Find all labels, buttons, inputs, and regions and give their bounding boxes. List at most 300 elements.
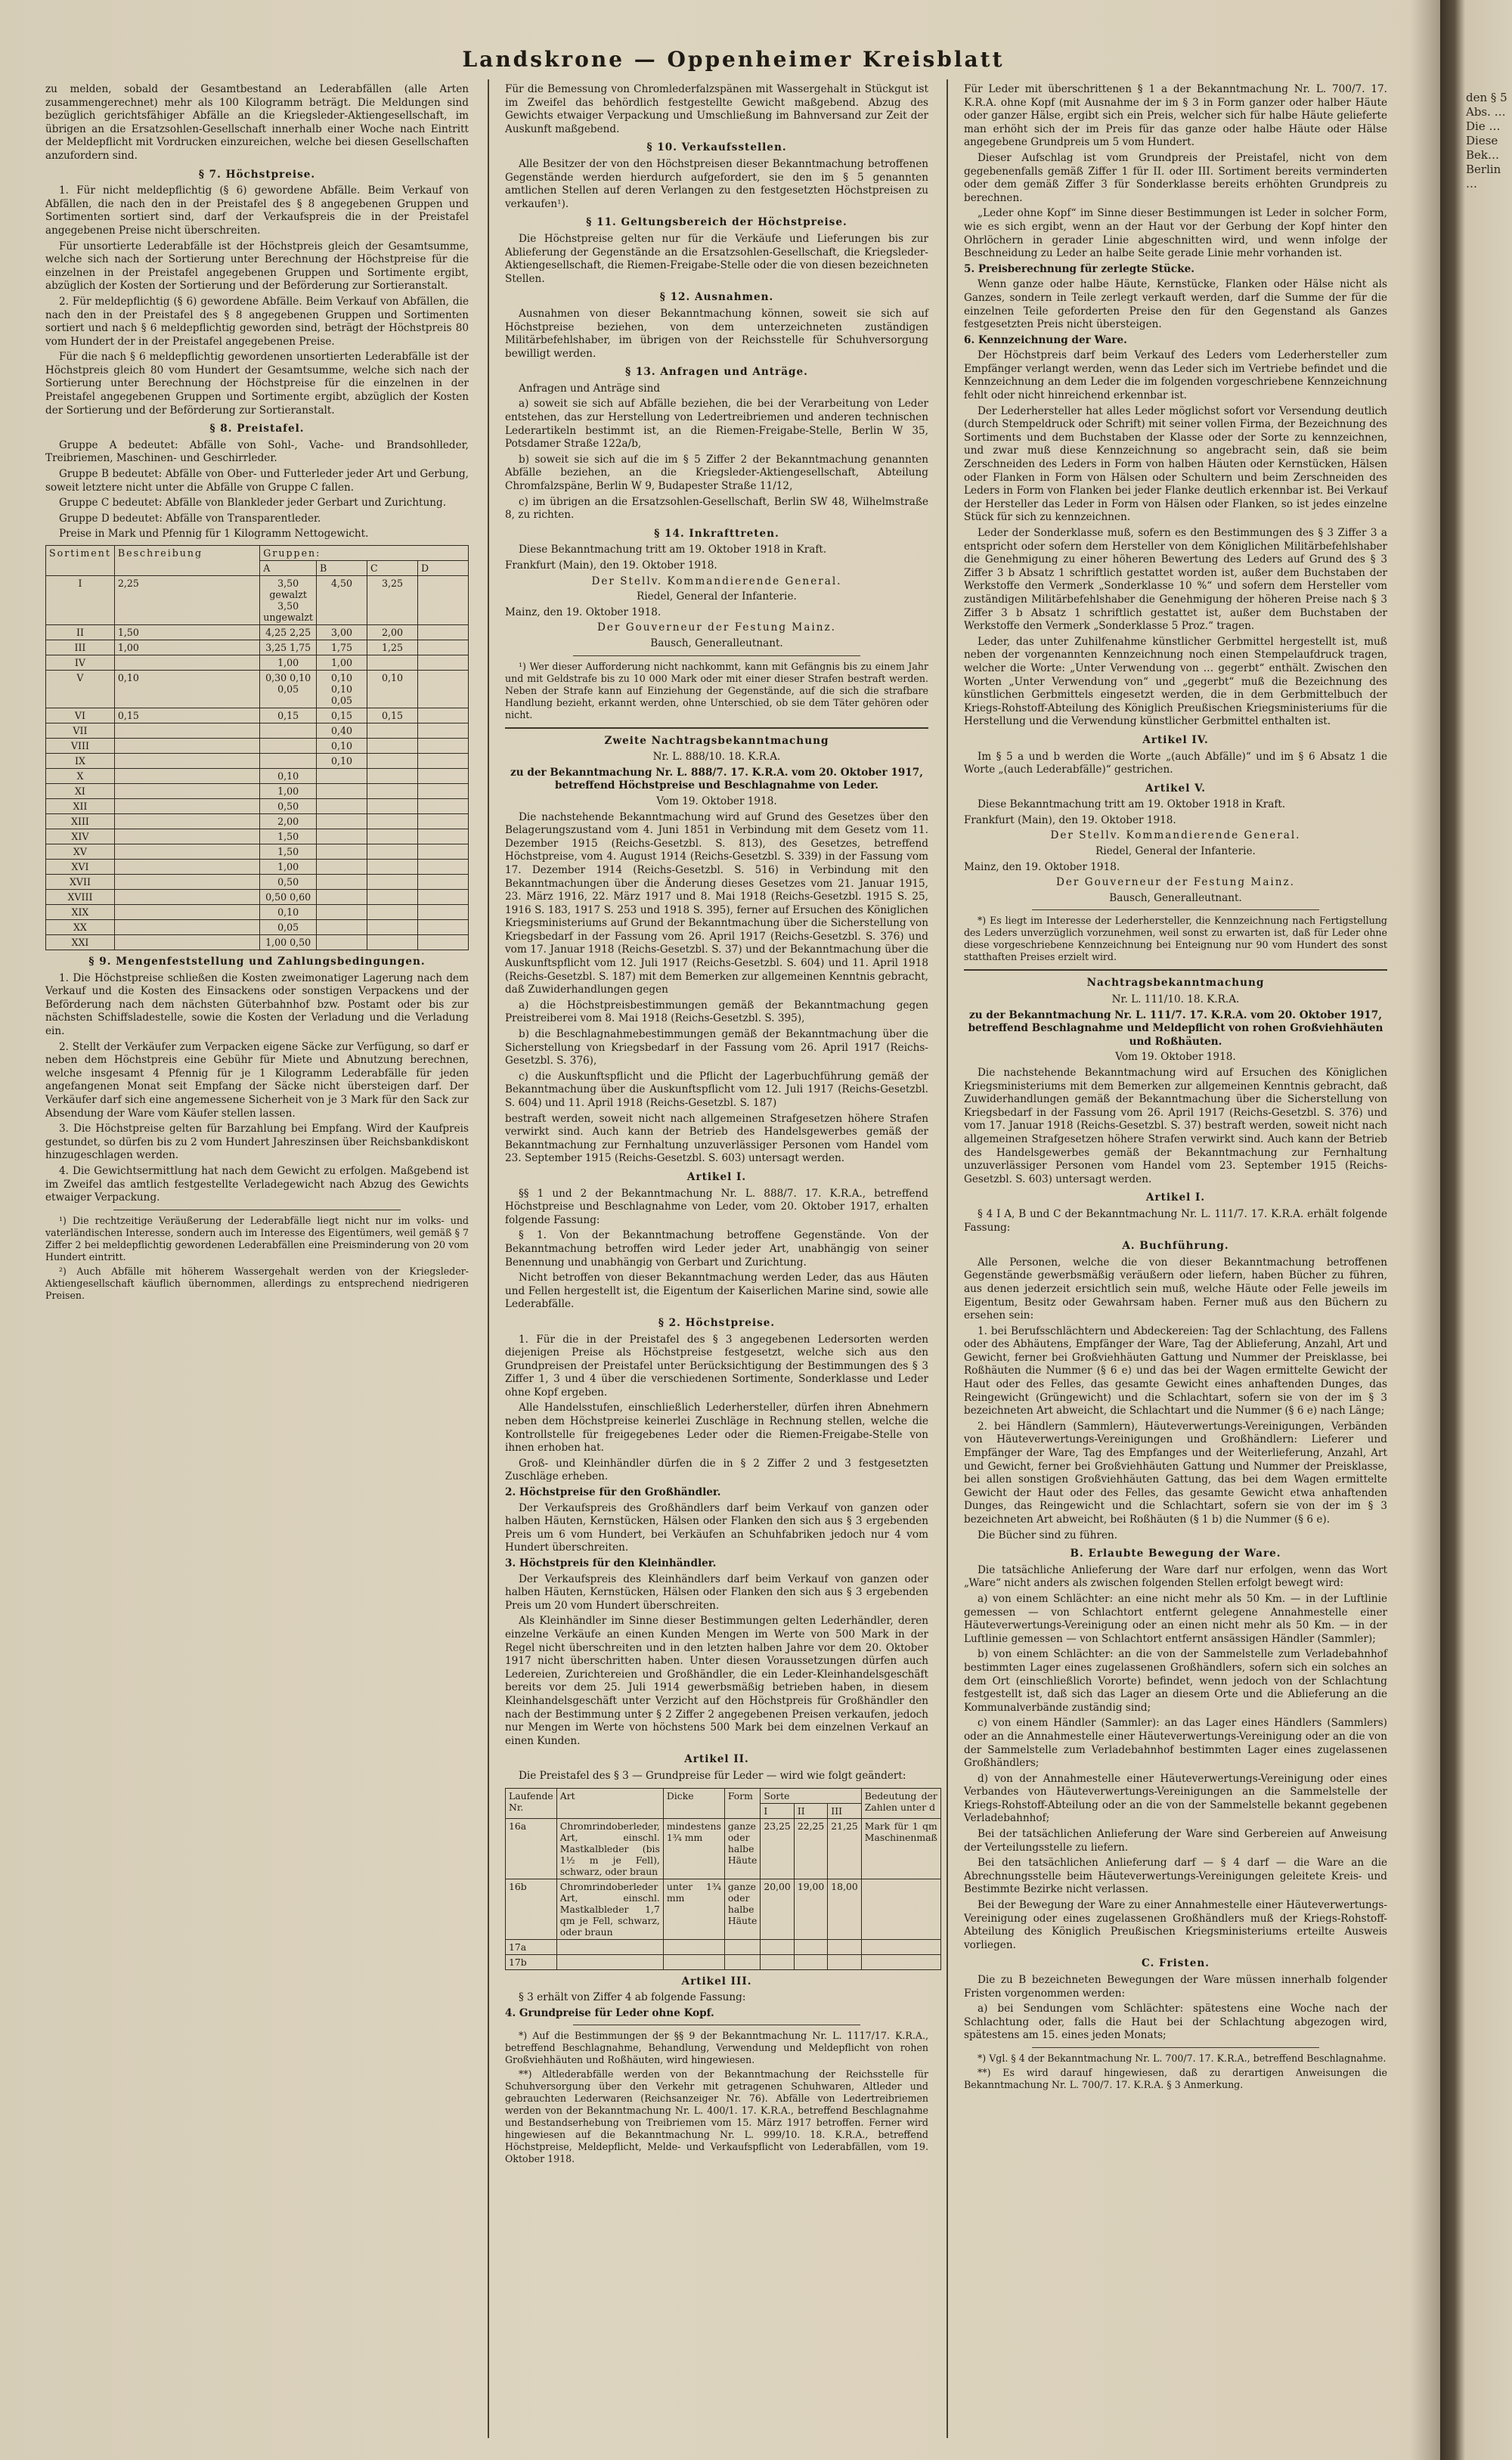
- column-middle: [505, 83, 937, 2442]
- section-heading: § 2. Höchstpreise.: [658, 1316, 776, 1329]
- table-cell: XIV: [46, 829, 115, 844]
- table-cell: [367, 844, 418, 860]
- section-heading: Artikel I.: [1145, 1191, 1206, 1204]
- table-cell: Chromrindoberleder, Art, einschl. Mastkalbleder (bis 1½ m je Fell), schwarz, oder braun: [556, 1818, 663, 1879]
- table-cell: 3,50 gewalzt 3,50 ungewalzt: [260, 576, 317, 625]
- column-rule: [488, 79, 489, 2438]
- section-heading: § 12. Ausnahmen.: [659, 291, 774, 304]
- table-cell: [418, 844, 469, 860]
- facing-page-text: den § 5 Abs. … Die … Diese Bek… Berlin …: [1466, 91, 1507, 191]
- paragraph: b) soweit sie sich auf die im § 5 Ziffer 2 der Bekanntmachung genannten Abfälle beziehen, an die Kriegsleder-Aktiengesellschaft, Abteilung Chromfalzspäne, Berlin W 9, Budapester Straße 11/12,: [505, 453, 928, 493]
- notice-date: Vom 19. Oktober 1918.: [1115, 1051, 1236, 1064]
- table-cell: [418, 754, 469, 769]
- paragraph: „Leder ohne Kopf“ im Sinne dieser Bestimmungen ist Leder in solcher Form, wie es sich ergibt, wenn an der Haut vor der Gerbung der Kopf hinter den Ohrlöchern in gerader Linie abgeschnitten wird, und wenn infolge der Beschneidung zu Leder an halbe Seite gerade Linie mehr vorhanden ist.: [964, 207, 1387, 260]
- table-header: Bedeutung der Zahlen unter d: [861, 1788, 940, 1818]
- paragraph: Bei der Bewegung der Ware zu einer Annahmestelle einer Häuteverwertungs-Vereinigung oder eines zugelassenen Großhändlers muß der Kriegs-Rohstoff-Abteilung des Königlich Preußischen Kriegsministeriums erteilte Ausweis vorliegen.: [964, 1899, 1387, 1951]
- table-cell: 0,10: [260, 769, 317, 784]
- table-cell: 3,25 1,75: [260, 640, 317, 655]
- paragraph: Bei den tatsächlichen Anlieferung darf — § 4 darf — die Ware an die Abrechnungsstelle beim Häuteverwertungs-Vereinigungen geleitete Kreis- und Bestimmte Bezirke nicht verlassen.: [964, 1857, 1387, 1896]
- table-cell: [317, 829, 367, 844]
- signature-title: Der Gouverneur der Festung Mainz.: [1055, 876, 1296, 889]
- table-cell: 0,50: [260, 875, 317, 890]
- section-heading: Artikel I.: [686, 1170, 747, 1183]
- notice-number: Nr. L. 111/10. 18. K.R.A.: [1111, 993, 1240, 1006]
- paragraph: Für Leder mit überschrittenen § 1 a der Bekanntmachung Nr. L. 700/7. 17. K.R.A. ohne Kopf (mit Ausnahme der im § 3 in Form ganzer oder halber Häute oder ganzer Hälse, ergibt sich ein Preis, welcher sich für halbe Häute gelieferte man erhöht sich der im Preis für das ganze oder halbe Häute oder Hälse angegebene Grundpreis um 5 vom Hundert.: [964, 83, 1387, 149]
- table-row: [46, 754, 469, 769]
- leather-table-body: [506, 1818, 941, 1969]
- table-cell: 0,10: [367, 671, 418, 708]
- table-cell: [418, 860, 469, 875]
- table-cell: VI: [46, 708, 115, 723]
- divider: [964, 969, 1387, 971]
- table-cell: 0,10 0,10 0,05: [317, 671, 367, 708]
- table-cell: 0,50 0,60: [260, 890, 317, 905]
- paragraph: Gruppe D bedeutet: Abfälle von Transparentleder.: [59, 512, 321, 525]
- table-cell: [114, 769, 259, 784]
- table-cell: [114, 905, 259, 920]
- table-cell: [663, 1939, 724, 1954]
- paragraph: a) soweit sie sich auf Abfälle beziehen, die bei der Verarbeitung von Leder entstehen, das zur Herstellung von Ledertreibriemen und anderen technischen Lederartikeln bestimmt ist, an die Riemen-Freigabe-Stelle, Berlin W 35, Potsdamer Straße 122a/b,: [505, 398, 928, 451]
- paragraph: § 4 I A, B und C der Bekanntmachung Nr. L. 111/7. 17. K.R.A. erhält folgende Fassung:: [964, 1207, 1387, 1234]
- table-cell: 1,75: [317, 640, 367, 655]
- table-header: Art: [556, 1788, 663, 1818]
- footnote: **) Es wird darauf hingewiesen, daß zu derartigen Anweisungen die Bekanntmachung Nr. L. 700/7. 17. K.R.A. § 3 Anmerkung.: [964, 2066, 1387, 2090]
- section-heading: A. Buchführung.: [1122, 1240, 1229, 1253]
- table-cell: [367, 799, 418, 814]
- table-header: II: [794, 1803, 827, 1818]
- price-table-body: [46, 576, 469, 950]
- subheading: 3. Höchstpreis für den Kleinhändler.: [505, 1557, 717, 1569]
- table-cell: [114, 784, 259, 799]
- signature-name: Bausch, Generalleutnant.: [1109, 891, 1242, 904]
- table-cell: 4,50: [317, 576, 367, 625]
- subheading: 6. Kennzeichnung der Ware.: [964, 333, 1127, 346]
- subheading: 4. Grundpreise für Leder ohne Kopf.: [505, 2006, 714, 2019]
- table-cell: 0,10: [114, 671, 259, 708]
- table-cell: [317, 799, 367, 814]
- table-cell: 1,00 0,50: [260, 935, 317, 950]
- notice-date: Vom 19. Oktober 1918.: [656, 795, 777, 807]
- table-cell: [367, 814, 418, 829]
- table-cell: [418, 875, 469, 890]
- divider: [505, 727, 928, 729]
- table-row: [46, 814, 469, 829]
- table-header: Gruppen:: [260, 546, 469, 561]
- footnote: *) Auf die Bestimmungen der §§ 9 der Bekanntmachung Nr. L. 1117/17. K.R.A., betreffend Beschlagnahme, Behandlung, Verwendung und Meldepflicht von rohen Großviehhäuten und Roßhäuten, wird hingewiesen.: [505, 2030, 928, 2066]
- table-cell: [114, 829, 259, 844]
- table-cell: [317, 920, 367, 935]
- paragraph: a) von einem Schlächter: an eine nicht mehr als 50 Km. — in der Luftlinie gemessen — von Schlachtort entfernt gelegene Annahmestelle einer Häuteverwertungs-Vereinigung oder an einen nicht mehr als 50 Km. — in der Luftlinie gemessen — von Schlachtort entfernt ansässigen Händler (Sammler);: [964, 1592, 1387, 1645]
- table-cell: XI: [46, 784, 115, 799]
- table-cell: 16a: [506, 1818, 557, 1879]
- paragraph: a) die Höchstpreisbestimmungen gemäß der Bekanntmachung gegen Preistreiberei vom 8. Mai 1918 (Reichs-Gesetzbl. S. 395),: [505, 999, 928, 1025]
- section-heading: § 7. Höchstpreise.: [198, 168, 316, 181]
- table-row: [46, 640, 469, 655]
- section-heading: Artikel V.: [1145, 782, 1207, 795]
- section-heading: § 8. Preistafel.: [209, 423, 305, 435]
- table-cell: [794, 1939, 827, 1954]
- signature-name: Riedel, General der Infanterie.: [637, 590, 797, 603]
- table-cell: [861, 1954, 940, 1969]
- price-table: [45, 545, 469, 950]
- table-row: [46, 799, 469, 814]
- paragraph: Für unsortierte Lederabfälle ist der Höchstpreis gleich der Gesamtsumme, welche sich nach der Sortierung unter Berechnung der Höchstpreise für die einzelnen in der Preistafel angegebenen Gruppen und Sortimente ergibt, abzüglich der Kosten der Sortierung und der Beförderung zur Sortieranstalt.: [45, 240, 469, 293]
- section-heading: Artikel III.: [681, 1975, 752, 1988]
- table-cell: 0,15: [114, 708, 259, 723]
- table-cell: 2,25: [114, 576, 259, 625]
- table-cell: 1,25: [367, 640, 418, 655]
- table-cell: [317, 860, 367, 875]
- table-row: [506, 1954, 941, 1969]
- paragraph: 1. Für die in der Preistafel des § 3 angegebenen Ledersorten werden diejenigen Preise als Höchstpreise festgesetzt, welche sich aus den Grundpreisen der Preistafel unter Berücksichtigung der Bestimmungen des § 3 Ziffer 1, 3 und 4 über die verschiedenen Sortimente, Sonderklasse und Leder ohne Kopf ergeben.: [505, 1333, 928, 1399]
- paragraph: Die nachstehende Bekanntmachung wird auf Grund des Gesetzes über den Belagerungszustand vom 4. Juni 1851 in Verbindung mit dem Gesetz vom 11. Dezember 1915 (Reichs-Gesetzbl. S. 813), des Gesetzes, betreffend Höchstpreise, vom 4. August 1914 (Reichs-Gesetzbl. S. 339) in der Fassung vom 17. Dezember 1914 (Reichs-Gesetzbl. S. 516) in Verbindung mit den Bekanntmachungen über die Änderung dieses Gesetzes vom 21. Januar 1915, 23. März 1916, 22. März 1917 und 8. Mai 1918 (Reichs-Gesetzbl. 1915 S. 25, 1916 S. 183, 1917 S. 253 und 1918 S. 395), ferner auf Ersuchen des Königlichen Kriegsministeriums auf Grund der Bekanntmachung über die Sicherstellung von Kriegsbedarf in der Fassung vom 26. April 1917 (Reichs-Gesetzbl. S. 376) und vom 17. Januar 1918 (Reichs-Gesetzbl. S. 37) und der Bekanntmachung über die Auskunftspflicht vom 12. Juli 1917 (Reichs-Gesetzbl. S. 604) und 11. April 1918 (Reichs-Gesetzbl. S. 187) mit dem Bemerken zur allgemeinen Kenntnis gebracht, daß Zuwiderhandlungen gegen: [505, 810, 928, 996]
- table-cell: [367, 739, 418, 754]
- paragraph: Alle Besitzer der von den Höchstpreisen dieser Bekanntmachung betroffenen Gegenstände werden hierdurch aufgefordert, sie den im § 5 genannten amtlichen Stellen auf deren Verlangen zu den festgesetzten Höchstpreisen zu verkaufen¹).: [505, 157, 928, 210]
- table-cell: [367, 905, 418, 920]
- intro-paragraph: zu melden, sobald der Gesamtbestand an Lederabfällen (alle Arten zusammengerechnet) mehr als 100 Kilogramm beträgt. Die Meldungen sind bezüglich gerichtsfähiger Abfälle an die Kriegsleder-Aktiengesellschaft, im übrigen an die Ersatzsohlen-Gesellschaft innerhalb einer Woche nach Eintritt der Meldepflicht mit Vordrucken einzureichen, welche bei diesen Gesellschaften anzufordern sind.: [45, 83, 469, 162]
- table-cell: [794, 1954, 827, 1969]
- table-header: Sorte: [761, 1788, 861, 1803]
- table-cell: [761, 1954, 794, 1969]
- table-header: B: [317, 561, 367, 576]
- table-cell: [114, 799, 259, 814]
- paragraph: Die nachstehende Bekanntmachung wird auf Ersuchen des Königlichen Kriegsministeriums mit dem Bemerken zur allgemeinen Kenntnis gebracht, daß Zuwiderhandlungen gemäß der Bekanntmachung über die Sicherstellung von Kriegsbedarf in der Fassung vom 26. April 1917 (Reichs-Gesetzbl. S. 376) und vom 17. Januar 1918 (Reichs-Gesetzbl. S. 37) bestraft werden, soweit nicht nach allgemeinen Strafgesetzen höhere Strafen verwirkt sind. Auch kann der Betrieb des Handelsgewerbes gemäß der Bekanntmachung zur Fernhaltung unzuverlässiger Personen vom Handel vom 23. September 1915 (Reichs-Gesetzbl. S. 603) untersagt werden.: [964, 1067, 1387, 1185]
- paragraph: 2. Für meldepflichtig (§ 6) gewordene Abfälle. Beim Verkauf von Abfällen, die nach den in der Preistafel des § 8 angegebenen Gruppen und Sortimenten sortiert und nach § 6 meldepflichtig geworden sind, beträgt der Höchstpreis 80 vom Hundert der in der Preistafel angegebenen Preise.: [45, 295, 469, 348]
- table-cell: 23,25: [761, 1818, 794, 1879]
- paragraph: b) die Beschlagnahmebestimmungen gemäß der Bekanntmachung über die Sicherstellung von Kriegsbedarf in der Fassung vom 26. April 1917 (Reichs-Gesetzbl. S. 376),: [505, 1028, 928, 1067]
- paragraph: Der Höchstpreis darf beim Verkauf des Leders vom Lederhersteller zum Empfänger verlangt werden, wenn das Leder sich im Vertriebe befindet und die Kennzeichnung an dem Leder die im folgenden vorgeschriebene Kennzeichnung fehlt oder nicht hinreichend erkennbar ist.: [964, 349, 1387, 402]
- table-cell: XVIII: [46, 890, 115, 905]
- table-cell: [418, 935, 469, 950]
- paragraph: 1. bei Berufsschlächtern und Abdeckereien: Tag der Schlachtung, des Fallens oder des Abhäutens, Empfänger der Ware, Tag der Ablieferung, Anzahl, Art und Gewicht, ferner bei Großviehhäuten Gattung und Nummer der Preisklasse, bei Roßhäuten die Nummer (§ 6 e) und das bei der Wagen ermittelte Gewicht der Haut oder des Felles, das gesamte Gewicht eines anhaftenden Dunges, das Reingewicht (Grüngewicht) und die Schlachtart, sofern sie von der im § 3 bezeichneten Art abweicht, die Schlachtart und die Nummer (§ 6 e) nach Länge;: [964, 1324, 1387, 1417]
- table-cell: [114, 935, 259, 950]
- table-cell: [418, 890, 469, 905]
- paragraph: a) bei Sendungen vom Schlächter: spätestens eine Woche nach der Schlachtung oder, falls die Haut bei der Schlachtung abgezogen wird, spätestens am 15. eines jeden Monats;: [964, 2003, 1387, 2042]
- table-row: [46, 625, 469, 640]
- table-cell: [418, 920, 469, 935]
- paragraph: 2. bei Händlern (Sammlern), Häuteverwertungs-Vereinigungen, Verbänden von Häuteverwertungs-Vereinigungen und Großhändlern: Lieferer und Empfänger der Ware, Tag des Empfanges und der Weiterlieferung, Anzahl, Art und Gewicht, ferner bei Großviehhäuten Gattung und Nummer der Preisklasse, bei allen sonstigen Großviehhäuten Gattung, das bei dem Wagen ermittelte Gewicht der Haut oder des Felles, das gesamte Gewicht etwa anhaftenden Dunges, das Reingewicht und die Schlachtart, sofern sie von der im § 3 bezeichneten Art abweicht, bei Roßhäuten (§ 1 b) die Nummer (§ 6 e).: [964, 1420, 1387, 1526]
- table-cell: XVII: [46, 875, 115, 890]
- table-cell: [367, 875, 418, 890]
- paragraph: 2. Stellt der Verkäufer zum Verpacken eigene Säcke zur Verfügung, so darf er neben dem Höchstpreis eine Gebühr für Miete und Abnutzung berechnen, welche insgesamt 4 Pfennig für je 1 Kilogramm Lederabfälle für jeden angefangenen Monat seit Empfang der Säcke nicht übersteigen darf. Der Verkäufer darf sich eine angemessene Sicherheit von je 3 Mark für den Sack zur Absendung der Ware vom Käufer stellen lassen.: [45, 1040, 469, 1120]
- table-cell: 17b: [506, 1954, 557, 1969]
- table-cell: [367, 769, 418, 784]
- table-cell: 0,15: [367, 708, 418, 723]
- paragraph: Die tatsächliche Anlieferung der Ware darf nur erfolgen, wenn das Wort „Ware“ nicht anders als zwischen folgenden Stellen erfolgt bewegt wird:: [964, 1563, 1387, 1590]
- table-cell: I: [46, 576, 115, 625]
- subheading: 5. Preisberechnung für zerlegte Stücke.: [964, 262, 1194, 275]
- table-cell: [828, 1954, 861, 1969]
- table-header: Sortiment: [46, 546, 115, 576]
- footnote: ¹) Wer dieser Aufforderung nicht nachkommt, kann mit Gefängnis bis zu einem Jahr und mit Geldstrafe bis zu 10 000 Mark oder mit einer dieser Strafen bestraft werden. Neben der Strafe kann auf Einziehung der Gegenstände, auf die sich die strafbare Handlung bezieht, erkannt werden, ohne Unterschied, ob sie dem Täter gehören oder nicht.: [505, 660, 928, 720]
- table-cell: [317, 844, 367, 860]
- paragraph: Diese Bekanntmachung tritt am 19. Oktober 1918 in Kraft.: [978, 798, 1286, 811]
- paragraph: Alle Personen, welche die von dieser Bekanntmachung betroffenen Gegenstände gewerbsmäßig veräußern oder liefern, haben Bücher zu führen, aus denen jederzeit ersichtlich sein muß, welche Häute oder Felle jeweils im Eigentum, Besitz oder Gewahrsam haben. Ferner muß aus den Büchern zu ersehen sein:: [964, 1256, 1387, 1322]
- table-cell: [418, 829, 469, 844]
- table-row: [46, 935, 469, 950]
- table-cell: 1,50: [114, 625, 259, 640]
- table-cell: [367, 935, 418, 950]
- table-cell: 16b: [506, 1879, 557, 1939]
- paragraph: Ausnahmen von dieser Bekanntmachung können, soweit sie sich auf Höchstpreise beziehen, von dem unterzeichneten zuständigen Militärbefehlshaber, im übrigen von der Reichsstelle für Schuhversorgung bewilligt werden.: [505, 307, 928, 360]
- paragraph: Die zu B bezeichneten Bewegungen der Ware müssen innerhalb folgender Fristen vorgenommen werden:: [964, 1974, 1387, 2000]
- paragraph: Alle Handelsstufen, einschließlich Lederhersteller, dürfen ihren Abnehmern neben dem Höchstpreise keinerlei Zuschläge in Rechnung stellen, welche die Kontrollstelle für freigegebenes Leder oder die Riemen-Freigabe-Stelle von ihnen erhoben hat.: [505, 1402, 928, 1455]
- table-row: [46, 784, 469, 799]
- table-cell: [317, 935, 367, 950]
- place-date: Mainz, den 19. Oktober 1918.: [964, 860, 1120, 873]
- leather-price-table: [505, 1788, 941, 1970]
- signature-name: Bausch, Generalleutnant.: [650, 637, 783, 649]
- divider: [1032, 909, 1319, 910]
- table-cell: 0,40: [317, 723, 367, 739]
- table-cell: [418, 576, 469, 625]
- table-cell: [418, 640, 469, 655]
- table-row: [46, 890, 469, 905]
- table-row: [46, 708, 469, 723]
- table-cell: 21,25: [828, 1818, 861, 1879]
- paragraph: Die Höchstpreise gelten nur für die Verkäufe und Lieferungen bis zur Ablieferung der Gegenstände an die Ersatzsohlen-Gesellschaft, die Kriegsleder-Aktiengesellschaft, die Riemen-Freigabe-Stelle oder die von diesen bezeichneten Stellen.: [505, 232, 928, 285]
- table-cell: [418, 739, 469, 754]
- table-cell: mindestens 1¾ mm: [663, 1818, 724, 1879]
- table-cell: X: [46, 769, 115, 784]
- table-header: C: [367, 561, 418, 576]
- place-date: Frankfurt (Main), den 19. Oktober 1918.: [505, 559, 717, 572]
- place-date: Frankfurt (Main), den 19. Oktober 1918.: [964, 813, 1176, 826]
- page-curl-shadow: [1410, 0, 1440, 2460]
- table-cell: XIII: [46, 814, 115, 829]
- paragraph: bestraft werden, soweit nicht nach allgemeinen Strafgesetzen höhere Strafen verwirkt sind. Auch kann der Betrieb des Handelsgewerbes gemäß der Bekanntmachung zur Fernhaltung unzuverlässiger Personen vom Handel vom 23. September 1915 (Reichs-Gesetzbl. S. 603) untersagt werden.: [505, 1112, 928, 1165]
- section-heading: C. Fristen.: [1142, 1957, 1210, 1970]
- table-cell: [367, 860, 418, 875]
- table-cell: [114, 860, 259, 875]
- table-cell: [367, 920, 418, 935]
- section-heading: B. Erlaubte Bewegung der Ware.: [1070, 1548, 1281, 1560]
- paragraph: Dieser Aufschlag ist vom Grundpreis der Preistafel, nicht von dem gegebenenfalls gemäß Ziffer 1 für II. oder III. Sortiment bereits verminderten oder dem gemäß Ziffer 3 für Sonderklasse bereits erhöhten Grundpreis zu berechnen.: [964, 151, 1387, 204]
- table-cell: 3,00: [317, 625, 367, 640]
- table-cell: 1,00: [260, 655, 317, 671]
- table-row: [46, 920, 469, 935]
- table-cell: [663, 1954, 724, 1969]
- paragraph: Die Preistafel des § 3 — Grundpreise für Leder — wird wie folgt geändert:: [519, 1769, 906, 1782]
- table-cell: [317, 875, 367, 890]
- table-cell: XII: [46, 799, 115, 814]
- footnote: *) Es liegt im Interesse der Lederhersteller, die Kennzeichnung nach Fertigstellung des Leders unverzüglich vorzunehmen, weil sonst zu erwarten ist, daß für Leder ohne diese vorgeschriebene Kennzeichnung bei Enteignung nur 90 vom Hundert des sonst statthaften Preises erzielt wird.: [964, 915, 1387, 963]
- table-row: [46, 723, 469, 739]
- table-cell: XIX: [46, 905, 115, 920]
- table-cell: [367, 829, 418, 844]
- table-cell: [317, 769, 367, 784]
- table-cell: [418, 625, 469, 640]
- table-header: Form: [724, 1788, 760, 1818]
- table-cell: [418, 708, 469, 723]
- table-cell: IV: [46, 655, 115, 671]
- table-cell: 1,00: [114, 640, 259, 655]
- paragraph: Bei der tatsächlichen Anlieferung der Ware sind Gerbereien auf Anweisung der Verteilungsstelle zu liefern.: [964, 1828, 1387, 1854]
- footnote: ¹) Die rechtzeitige Veräußerung der Lederabfälle liegt nicht nur im volks- und vaterländischen Interesse, sondern auch im Interesse des Eigentümers, weil gemäß § 7 Ziffer 2 bei meldepflichtig gewordenen Lederabfällen eine Preisminderung von 20 vom Hundert eintritt.: [45, 1214, 469, 1263]
- table-cell: 2,00: [367, 625, 418, 640]
- table-cell: [367, 784, 418, 799]
- paragraph: Gruppe C bedeutet: Abfälle von Blankleder jeder Gerbart und Zurichtung.: [59, 497, 447, 510]
- table-cell: XX: [46, 920, 115, 935]
- table-cell: [367, 723, 418, 739]
- paragraph: Preise in Mark und Pfennig für 1 Kilogramm Nettogewicht.: [59, 528, 369, 541]
- page-header: [45, 44, 1421, 74]
- column-left: [45, 83, 469, 2442]
- page-title: Landskrone — Oppenheimer Kreisblatt: [462, 46, 1005, 72]
- table-cell: 0,50: [260, 799, 317, 814]
- table-cell: [114, 920, 259, 935]
- signature-title: Der Stellv. Kommandierende General.: [1050, 829, 1301, 842]
- notice-title: Zweite Nachtragsbekanntmachung: [604, 734, 829, 747]
- paragraph: Nicht betroffen von dieser Bekanntmachung werden Leder, das aus Häuten und Fellen hergestellt ist, die Eigentum der Kaiserlichen Marine sind, sowie alle Lederabfälle.: [505, 1272, 928, 1311]
- section-heading: Artikel II.: [684, 1753, 749, 1766]
- table-cell: [418, 723, 469, 739]
- table-cell: [418, 784, 469, 799]
- facing-page-edge: [1440, 0, 1512, 2460]
- table-cell: [317, 890, 367, 905]
- table-cell: [724, 1954, 760, 1969]
- paragraph: Im § 5 a und b werden die Worte „(auch Abfälle)“ und im § 6 Absatz 1 die Worte „(auch Lederabfälle)“ gestrichen.: [964, 750, 1387, 776]
- table-cell: 0,10: [317, 739, 367, 754]
- paragraph: d) von der Annahmestelle einer Häuteverwertungs-Vereinigung oder eines Verbandes von Häuteverwertungs-Vereinigungen an die Sammelstelle der Kriegs-Rohstoff-Abteilung oder an die von der Sammelstelle bekannt gegebenen Verladebahnhof;: [964, 1772, 1387, 1825]
- table-cell: 0,30 0,10 0,05: [260, 671, 317, 708]
- table-cell: 0,10: [260, 905, 317, 920]
- paragraph: 4. Die Gewichtsermittlung hat nach dem Gewicht zu erfolgen. Maßgebend ist im Zweifel das amtlich festgestellte Verladegewicht nach Abzug des Gewichts etwaiger Verpackung.: [45, 1164, 469, 1204]
- paragraph: Diese Bekanntmachung tritt am 19. Oktober 1918 in Kraft.: [519, 544, 827, 556]
- table-row: [46, 829, 469, 844]
- table-cell: 1,00: [260, 860, 317, 875]
- table-cell: [114, 814, 259, 829]
- paragraph: § 1. Von der Bekanntmachung betroffene Gegenstände. Von der Bekanntmachung betroffen wird Leder jeder Art, unabhängig von seiner Benennung und unabhängig von Gerbart und Zurichtung.: [505, 1229, 928, 1269]
- signature-title: Der Stellv. Kommandierende General.: [591, 575, 842, 587]
- section-heading: § 11. Geltungsbereich der Höchstpreise.: [586, 216, 847, 229]
- table-cell: III: [46, 640, 115, 655]
- table-cell: IX: [46, 754, 115, 769]
- table-row: [506, 1939, 941, 1954]
- table-cell: ganze oder halbe Häute: [724, 1818, 760, 1879]
- table-cell: [317, 814, 367, 829]
- table-cell: 1,00: [317, 655, 367, 671]
- table-cell: VII: [46, 723, 115, 739]
- notice-subject: zu der Bekanntmachung Nr. L. 888/7. 17. K.R.A. vom 20. Oktober 1917, betreffend Höchstpreise und Beschlagnahme von Leder.: [510, 766, 923, 792]
- table-cell: 4,25 2,25: [260, 625, 317, 640]
- table-cell: [317, 905, 367, 920]
- column-right: [964, 83, 1387, 2442]
- table-cell: 1,50: [260, 829, 317, 844]
- table-cell: [418, 671, 469, 708]
- section-heading: § 10. Verkaufsstellen.: [646, 141, 787, 154]
- table-row: [46, 576, 469, 625]
- table-cell: [556, 1954, 663, 1969]
- column-rule: [947, 79, 948, 2438]
- table-cell: unter 1¾ mm: [663, 1879, 724, 1939]
- paragraph: Der Lederhersteller hat alles Leder möglichst sofort vor Versendung deutlich (durch Stempeldruck oder Schrift) mit seiner vollen Firma, der Bezeichnung des Sortiments und dem Buchstaben der Klasse oder der Sorte zu kennzeichnen, und zwar muß diese Kennzeichnung so angebracht sein, daß sie beim Zerschneiden des Leders in Form von halben Häuten oder Kernstücken, Hälsen oder Flanken in Form von Hälsen oder Schultern und beim Zerschneiden des Leders in Form von Flanken bei jeder Flanke deutlich erkennbar ist. Bei Verkauf der Hersteller das Leder in Form von Hälsen oder Flanken, so ist jedes einzelne Stück für sich zu kennzeichnen.: [964, 404, 1387, 524]
- table-cell: [114, 890, 259, 905]
- table-row: [46, 655, 469, 671]
- table-cell: [418, 655, 469, 671]
- table-cell: [367, 655, 418, 671]
- table-cell: [114, 754, 259, 769]
- table-cell: 0,15: [260, 708, 317, 723]
- paragraph: § 3 erhält von Ziffer 4 ab folgende Fassung:: [519, 1991, 746, 2004]
- table-row: [506, 1879, 941, 1939]
- table-cell: Mark für 1 qm Maschinenmaß: [861, 1818, 940, 1879]
- notice-title: Nachtragsbekanntmachung: [1086, 977, 1265, 990]
- signature-name: Riedel, General der Infanterie.: [1095, 845, 1256, 858]
- table-cell: XV: [46, 844, 115, 860]
- table-cell: [114, 739, 259, 754]
- table-cell: [861, 1939, 940, 1954]
- table-cell: 20,00: [761, 1879, 794, 1939]
- table-cell: [724, 1939, 760, 1954]
- subheading: 2. Höchstpreise für den Großhändler.: [505, 1486, 721, 1499]
- table-cell: [114, 723, 259, 739]
- signature-title: Der Gouverneur der Festung Mainz.: [596, 621, 837, 634]
- table-cell: [418, 905, 469, 920]
- table-cell: XXI: [46, 935, 115, 950]
- paragraph: Gruppe B bedeutet: Abfälle von Ober- und Futterleder jeder Art und Gerbung, soweit letztere nicht unter die Abfälle von Gruppe C fallen.: [45, 468, 469, 494]
- paragraph: 3. Die Höchstpreise gelten für Barzahlung bei Empfang. Wird der Kaufpreis gestundet, so dürfen bis zu 2 vom Hundert Jahreszinsen über Reichsbankdiskont hinzugeschlagen werden.: [45, 1123, 469, 1162]
- table-cell: II: [46, 625, 115, 640]
- table-header: I: [761, 1803, 794, 1818]
- table-cell: [418, 814, 469, 829]
- paragraph: Leder der Sonderklasse muß, sofern es den Bestimmungen des § 3 Ziffer 3 a entspricht oder sofern dem Hersteller von dem Königlichen Militärbefehlshaber die Genehmigung zu einer höheren Bewertung des Leders auf Grund des § 3 Ziffer 3 b Absatz 1 schriftlich gestattet worden ist, außer dem Buchstaben der Werkstoffe den Vermerk „Sonderklasse 10 %“ und sofern dem Hersteller vom zuständigen Militärbefehlshaber die Genehmigung der höheren Preise nach § 3 Ziffer 3 b Absatz 1 schriftlich gestattet ist, außer dem Buchstaben der Werkstoffe den Vermerk „Sonderklasse 5 Proz.“ tragen.: [964, 527, 1387, 633]
- section-heading: § 14. Inkrafttreten.: [654, 527, 779, 540]
- table-cell: [828, 1939, 861, 1954]
- table-cell: [317, 784, 367, 799]
- paragraph: Gruppe A bedeutet: Abfälle von Sohl-, Vache- und Brandsohlleder, Treibriemen, Maschinen- und Geschirrleder.: [45, 438, 469, 465]
- table-header: D: [418, 561, 469, 576]
- footnote: *) Vgl. § 4 der Bekanntmachung Nr. L. 700/7. 17. K.R.A., betreffend Beschlagnahme.: [978, 2052, 1387, 2064]
- table-cell: 3,25: [367, 576, 418, 625]
- paragraph: Als Kleinhändler im Sinne dieser Bestimmungen gelten Lederhändler, deren einzelne Verkäufe an einen Kunden Mengen im Werte von 500 Mark in der Regel nicht überschreiten und in den letzten halben Jahre vor dem 20. Oktober 1917 nicht überschritten haben. Unter diesen Voraussetzungen dürfen auch Ledereien, Zurichtereien und Großhändler, die ein Leder-Kleinhandelsgeschäft bereits vor dem 25. Juli 1914 gewerbsmäßig betrieben haben, in diesem Kleinhandelsgeschäft unter Verzicht auf den Höchstpreis für Großhändler den nach der Bestimmung unter § 2 Ziffer 2 angegebenen Preisen verkaufen, jedoch nur Mengen im Werte von höchstens 500 Mark bei dem einzelnen Verkauf an einen Kunden.: [505, 1615, 928, 1747]
- paragraph: Leder, das unter Zuhilfenahme künstlicher Gerbmittel hergestellt ist, muß neben der vorgenannten Kennzeichnung noch einen Stempelaufdruck tragen, welcher die Worte: „Unter Verwendung von … gegerbt“ enthält. Zwischen den Worten „Unter Verwendung von“ und „gegerbt“ muß die Bezeichnung des künstlichen Gerbmittels eingesetzt werden, die in dem Gerbmittelbuch der Kriegs-Rohstoff-Abteilung des Königlich Preußischen Kriegsministeriums für die Herstellung und die Verwendung künstlicher Gerbmittel enthalten ist.: [964, 635, 1387, 728]
- paragraph: c) die Auskunftspflicht und die Pflicht der Lagerbuchführung gemäß der Bekanntmachung über die Auskunftspflicht vom 12. Juli 1917 (Reichs-Gesetzbl. S. 604) und 11. April 1918 (Reichs-Gesetzbl. S. 187): [505, 1070, 928, 1109]
- section-heading: § 9. Mengenfeststellung und Zahlungsbedingungen.: [88, 956, 426, 968]
- table-cell: 0,15: [317, 708, 367, 723]
- divider: [573, 655, 860, 656]
- section-heading: Artikel IV.: [1142, 733, 1209, 746]
- table-cell: [260, 739, 317, 754]
- paragraph: Der Verkaufspreis des Kleinhändlers darf beim Verkauf von ganzen oder halben Häuten, Kernstücken, Hälsen oder Flanken den sich aus § 3 ergebenden Preis um 20 vom Hundert überschreiten.: [505, 1572, 928, 1612]
- notice-number: Nr. L. 888/10. 18. K.R.A.: [652, 751, 781, 764]
- table-cell: [114, 655, 259, 671]
- table-header: Beschreibung: [114, 546, 259, 576]
- table-header: A: [260, 561, 317, 576]
- paragraph: 1. Die Höchstpreise schließen die Kosten zweimonatiger Lagerung nach dem Verkauf und die Kosten des Einsackens oder sonstigen Verpackens und der Beförderung nach dem nächsten Güterbahnhof bzw. Postamt oder bis zur nächsten Schiffsladestelle, sowie die Kosten der Verladung und die Verladung ein.: [45, 971, 469, 1037]
- paragraph: §§ 1 und 2 der Bekanntmachung Nr. L. 888/7. 17. K.R.A., betreffend Höchstpreise und Beschlagnahme von Leder, vom 20. Oktober 1917, erhalten folgende Fassung:: [505, 1187, 928, 1226]
- table-cell: 0,10: [317, 754, 367, 769]
- table-cell: [556, 1939, 663, 1954]
- section-heading: § 13. Anfragen und Anträge.: [625, 366, 808, 379]
- table-row: [506, 1818, 941, 1879]
- table-row: [46, 875, 469, 890]
- paragraph: Für die nach § 6 meldepflichtig gewordenen unsortierten Lederabfälle ist der Höchstpreis gleich 80 vom Hundert der Gesamtsumme, welche sich nach der Sortierung unter Berechnung der Höchstpreise für die einzelnen in der Preistafel angegebenen Gruppen und Sortimente ergibt, abzüglich der Kosten der Sortierung und der Beförderung zur Sortieranstalt.: [45, 351, 469, 417]
- table-row: [46, 844, 469, 860]
- table-cell: 17a: [506, 1939, 557, 1954]
- table-cell: V: [46, 671, 115, 708]
- table-cell: 2,00: [260, 814, 317, 829]
- table-header: III: [828, 1803, 861, 1818]
- table-header: Laufende Nr.: [506, 1788, 557, 1818]
- paragraph: Für die Bemessung von Chromlederfalzspänen mit Wassergehalt in Stückgut ist im Zweifel das behördlich festgestellte Gewicht maßgebend. Abzug des Gewichts etwaiger Verpackung und Umschließung im Bahnversand zur Zeit der Auskunft maßgebend.: [505, 83, 928, 135]
- table-cell: VIII: [46, 739, 115, 754]
- table-cell: 22,25: [794, 1818, 827, 1879]
- paragraph: 1. Für nicht meldepflichtig (§ 6) gewordene Abfälle. Beim Verkauf von Abfällen, die nach den in der Preistafel des § 8 angegebenen Gruppen und Sortimenten sortiert sind, darf der Verkaufspreis die in der Preistafel angegebenen Preise nicht überschreiten.: [45, 184, 469, 237]
- table-cell: [114, 844, 259, 860]
- table-cell: Chromrindoberleder Art, einschl. Mastkalbleder 1,7 qm je Fell, schwarz, oder braun: [556, 1879, 663, 1939]
- paragraph: c) von einem Händler (Sammler): an das Lager eines Händlers (Sammlers) oder an die Annahmestelle einer Häuteverwertungs-Vereinigung oder an die von der Sammelstelle zum Verladebahnhof bestimmten Lager eines zugelassenen Großhändlers;: [964, 1717, 1387, 1770]
